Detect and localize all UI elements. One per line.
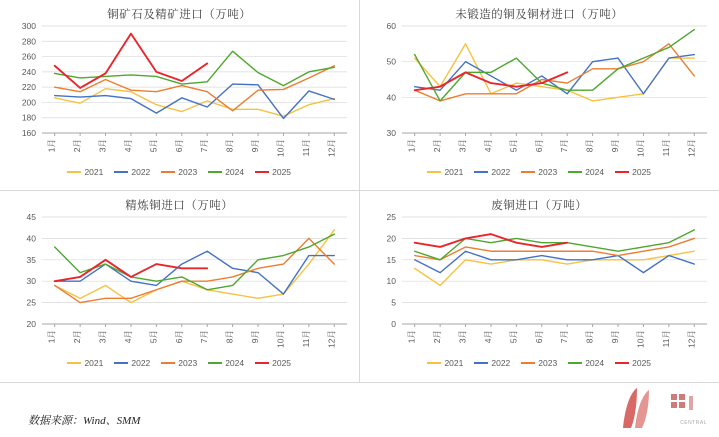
legend-swatch <box>161 362 175 364</box>
svg-text:3月: 3月 <box>457 330 467 343</box>
svg-text:40: 40 <box>386 92 396 102</box>
chart-legend <box>0 358 359 368</box>
svg-text:6月: 6月 <box>533 139 543 152</box>
svg-text:20: 20 <box>386 233 396 243</box>
svg-text:3月: 3月 <box>98 330 108 343</box>
svg-text:12月: 12月 <box>326 139 336 157</box>
legend-item[interactable] <box>255 167 291 177</box>
svg-text:6月: 6月 <box>174 330 184 343</box>
svg-text:11月: 11月 <box>660 330 670 347</box>
legend-swatch <box>521 362 535 364</box>
svg-text:4月: 4月 <box>123 139 133 152</box>
legend-label: 2023 <box>178 167 197 177</box>
svg-text:9月: 9月 <box>610 330 620 343</box>
plot-area <box>42 217 377 358</box>
svg-text:9月: 9月 <box>250 330 260 343</box>
legend-label: 2023 <box>538 167 557 177</box>
svg-text:30: 30 <box>386 128 396 138</box>
legend-item[interactable] <box>427 167 463 177</box>
legend-item[interactable] <box>67 167 103 177</box>
legend-swatch <box>474 362 488 364</box>
legend-swatch <box>161 171 175 173</box>
svg-text:8月: 8月 <box>225 330 235 343</box>
svg-text:2月: 2月 <box>72 139 82 152</box>
watermark-logo <box>615 384 711 432</box>
svg-text:3月: 3月 <box>457 139 467 152</box>
legend-swatch <box>568 171 582 173</box>
legend-swatch <box>255 362 269 364</box>
chart-legend <box>0 167 359 177</box>
legend-label: 2025 <box>272 358 291 368</box>
svg-text:5月: 5月 <box>148 139 158 152</box>
legend-label: 2022 <box>131 167 150 177</box>
legend-item[interactable] <box>208 167 244 177</box>
legend-item[interactable] <box>568 167 604 177</box>
svg-text:0: 0 <box>391 319 396 329</box>
plot-area <box>402 26 719 167</box>
plot-area <box>402 217 719 358</box>
svg-text:40: 40 <box>27 233 37 243</box>
svg-text:10月: 10月 <box>275 139 285 157</box>
legend-label: 2024 <box>225 167 244 177</box>
legend-label: 2022 <box>491 358 510 368</box>
legend-label: 2025 <box>632 167 651 177</box>
legend-label: 2025 <box>272 167 291 177</box>
svg-text:5: 5 <box>391 298 396 308</box>
legend-swatch <box>114 171 128 173</box>
svg-text:12月: 12月 <box>326 330 336 348</box>
svg-text:10月: 10月 <box>275 330 285 348</box>
legend-swatch <box>114 362 128 364</box>
panel-title: 精炼铜进口（万吨） <box>0 197 359 213</box>
legend-swatch <box>67 171 81 173</box>
legend-swatch <box>521 171 535 173</box>
legend-label: 2022 <box>131 358 150 368</box>
legend-label: 2022 <box>491 167 510 177</box>
legend-swatch <box>568 362 582 364</box>
svg-text:3月: 3月 <box>98 139 108 152</box>
svg-text:5月: 5月 <box>508 139 518 152</box>
svg-text:12月: 12月 <box>686 330 696 348</box>
svg-text:160: 160 <box>22 128 36 138</box>
svg-text:8月: 8月 <box>584 330 594 343</box>
svg-text:7月: 7月 <box>559 330 569 343</box>
panel-scrap-copper <box>360 191 719 382</box>
legend-label: 2023 <box>538 358 557 368</box>
panel-unwrought-copper <box>360 0 719 191</box>
svg-text:300: 300 <box>22 21 36 31</box>
svg-text:280: 280 <box>22 36 36 46</box>
legend-label: 2025 <box>632 358 651 368</box>
svg-text:15: 15 <box>386 255 396 265</box>
svg-text:45: 45 <box>27 212 37 222</box>
svg-text:2月: 2月 <box>432 139 442 152</box>
chart-legend <box>360 167 719 177</box>
chart-legend <box>360 358 719 368</box>
legend-label: 2024 <box>585 167 604 177</box>
legend-label: 2021 <box>444 167 463 177</box>
svg-text:200: 200 <box>22 97 36 107</box>
svg-text:4月: 4月 <box>482 330 492 343</box>
svg-text:10: 10 <box>386 276 396 286</box>
legend-item[interactable] <box>615 358 651 368</box>
svg-text:20: 20 <box>27 319 37 329</box>
legend-swatch <box>427 362 441 364</box>
svg-text:8月: 8月 <box>225 139 235 152</box>
svg-text:9月: 9月 <box>250 139 260 152</box>
svg-text:1月: 1月 <box>47 139 57 152</box>
legend-item[interactable] <box>474 167 510 177</box>
svg-text:60: 60 <box>386 21 396 31</box>
svg-text:1月: 1月 <box>406 330 416 343</box>
svg-text:25: 25 <box>27 298 37 308</box>
legend-label: 2021 <box>444 358 463 368</box>
legend-swatch <box>427 171 441 173</box>
legend-swatch <box>208 362 222 364</box>
panel-title: 废铜进口（万吨） <box>360 197 719 213</box>
legend-item[interactable] <box>114 167 150 177</box>
svg-text:10月: 10月 <box>635 139 645 157</box>
legend-label: 2021 <box>84 358 103 368</box>
svg-text:11月: 11月 <box>660 139 670 156</box>
svg-text:4月: 4月 <box>123 330 133 343</box>
svg-text:240: 240 <box>22 67 36 77</box>
legend-item[interactable] <box>255 358 291 368</box>
legend-swatch <box>255 171 269 173</box>
svg-text:6月: 6月 <box>533 330 543 343</box>
plot-area <box>42 26 377 167</box>
svg-text:10月: 10月 <box>635 330 645 348</box>
svg-text:7月: 7月 <box>559 139 569 152</box>
svg-text:12月: 12月 <box>686 139 696 157</box>
svg-text:4月: 4月 <box>482 139 492 152</box>
svg-text:8月: 8月 <box>584 139 594 152</box>
svg-text:50: 50 <box>386 57 396 67</box>
svg-text:30: 30 <box>27 276 37 286</box>
legend-item[interactable] <box>521 167 557 177</box>
svg-text:260: 260 <box>22 52 36 62</box>
legend-swatch <box>615 362 629 364</box>
legend-item[interactable] <box>67 358 103 368</box>
svg-text:1月: 1月 <box>406 139 416 152</box>
legend-label: 2021 <box>84 167 103 177</box>
svg-text:5月: 5月 <box>148 330 158 343</box>
legend-swatch <box>474 171 488 173</box>
legend-swatch <box>67 362 81 364</box>
legend-item[interactable] <box>615 167 651 177</box>
legend-label: 2024 <box>585 358 604 368</box>
watermark-text: CENTRAL <box>680 420 707 426</box>
svg-text:9月: 9月 <box>610 139 620 152</box>
legend-label: 2024 <box>225 358 244 368</box>
source-note: 数据来源：Wind、SMM <box>28 412 140 428</box>
svg-text:25: 25 <box>386 212 396 222</box>
legend-item[interactable] <box>208 358 244 368</box>
svg-text:7月: 7月 <box>199 330 209 343</box>
svg-text:6月: 6月 <box>174 139 184 152</box>
svg-text:1月: 1月 <box>47 330 57 343</box>
legend-swatch <box>615 171 629 173</box>
panel-copper-ore <box>0 0 360 191</box>
legend-item[interactable] <box>521 358 557 368</box>
svg-text:35: 35 <box>27 255 37 265</box>
panel-title: 未锻造的铜及铜材进口（万吨） <box>360 6 719 22</box>
svg-text:2月: 2月 <box>432 330 442 343</box>
legend-item[interactable] <box>161 358 197 368</box>
legend-item[interactable] <box>114 358 150 368</box>
panel-refined-copper <box>0 191 360 382</box>
svg-text:11月: 11月 <box>301 330 311 347</box>
legend-item[interactable] <box>568 358 604 368</box>
svg-text:2月: 2月 <box>72 330 82 343</box>
legend-item[interactable] <box>427 358 463 368</box>
svg-text:7月: 7月 <box>199 139 209 152</box>
legend-item[interactable] <box>161 167 197 177</box>
svg-text:180: 180 <box>22 113 36 123</box>
footer-divider <box>0 382 719 383</box>
legend-label: 2023 <box>178 358 197 368</box>
legend-item[interactable] <box>474 358 510 368</box>
legend-swatch <box>208 171 222 173</box>
panel-title: 铜矿石及精矿进口（万吨） <box>0 6 359 22</box>
svg-text:11月: 11月 <box>301 139 311 156</box>
svg-text:5月: 5月 <box>508 330 518 343</box>
svg-text:220: 220 <box>22 82 36 92</box>
